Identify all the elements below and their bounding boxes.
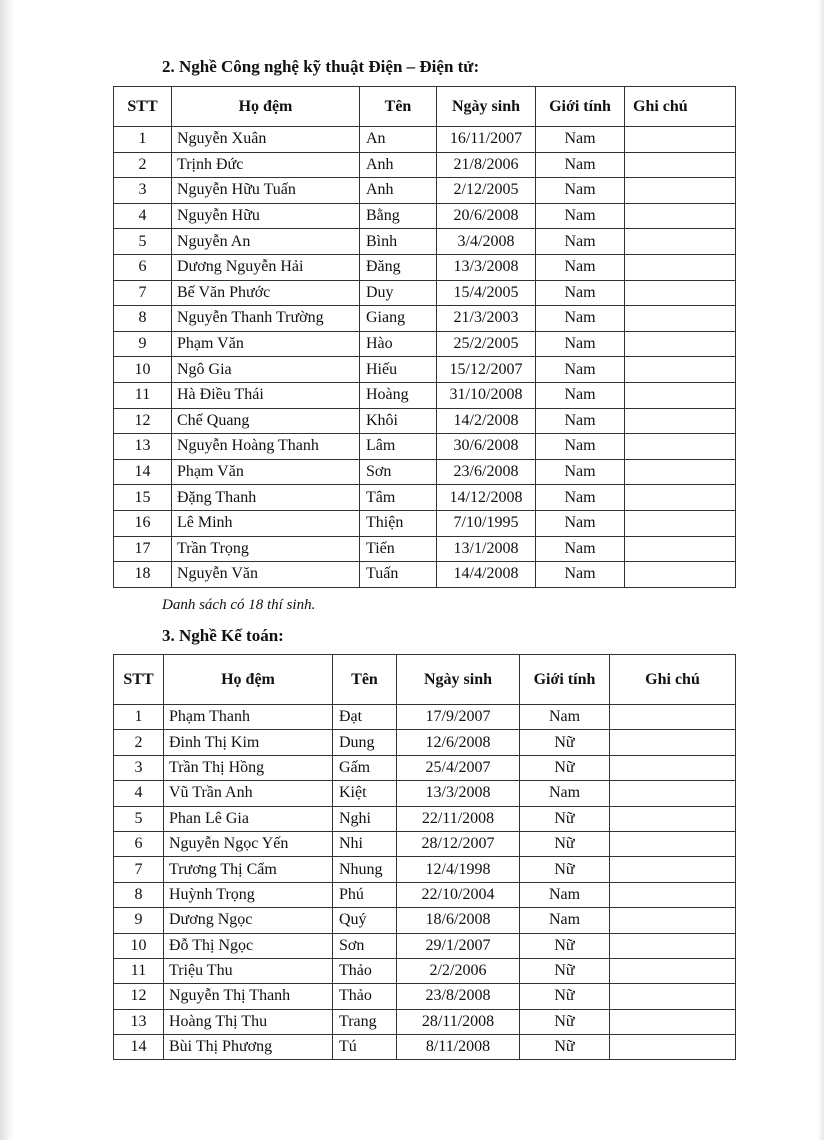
- cell-ghi-chu: [625, 280, 736, 306]
- cell-ho-dem: Dương Ngọc: [164, 908, 333, 933]
- page-edge-shadow: [0, 0, 14, 1140]
- cell-ho-dem: Huỳnh Trọng: [164, 882, 333, 907]
- cell-gioi-tinh: Nữ: [520, 730, 610, 755]
- cell-ten: Thảo: [333, 958, 397, 983]
- cell-ho-dem: Nguyễn Hoàng Thanh: [172, 434, 360, 460]
- cell-stt: 16: [114, 510, 172, 536]
- cell-ghi-chu: [625, 434, 736, 460]
- table-row: [114, 331, 736, 357]
- cell-ghi-chu: [610, 958, 736, 983]
- cell-ghi-chu: [610, 806, 736, 831]
- table-row: [114, 857, 736, 882]
- table-accounting: [113, 654, 736, 1060]
- cell-ho-dem: Chế Quang: [172, 408, 360, 434]
- cell-gioi-tinh: Nam: [520, 882, 610, 907]
- cell-ho-dem: Đặng Thanh: [172, 485, 360, 511]
- cell-ngay-sinh: 21/8/2006: [437, 152, 536, 178]
- section-title-electrical: 2. Nghề Công nghệ kỹ thuật Điện – Điện tử:: [162, 57, 480, 76]
- cell-stt: 2: [114, 152, 172, 178]
- cell-gioi-tinh: Nam: [536, 331, 625, 357]
- cell-ten: Duy: [360, 280, 437, 306]
- cell-ngay-sinh: 14/2/2008: [437, 408, 536, 434]
- cell-ghi-chu: [625, 254, 736, 280]
- cell-ho-dem: Hà Điều Thái: [172, 382, 360, 408]
- header-gioi-tinh: Giới tính: [520, 655, 610, 705]
- cell-ngay-sinh: 2/2/2006: [397, 958, 520, 983]
- cell-ho-dem: Ngô Gia: [172, 357, 360, 383]
- cell-ghi-chu: [625, 536, 736, 562]
- cell-ghi-chu: [625, 152, 736, 178]
- table-row: [114, 306, 736, 332]
- cell-ghi-chu: [610, 908, 736, 933]
- cell-ghi-chu: [625, 382, 736, 408]
- cell-stt: 1: [114, 127, 172, 153]
- cell-stt: 13: [114, 434, 172, 460]
- cell-stt: 8: [114, 882, 164, 907]
- header-ten: Tên: [360, 87, 437, 127]
- cell-ho-dem: Nguyễn Hữu: [172, 203, 360, 229]
- table-row: [114, 536, 736, 562]
- cell-ho-dem: Nguyễn Ngọc Yến: [164, 831, 333, 856]
- cell-gioi-tinh: Nam: [536, 485, 625, 511]
- table-row: [114, 1009, 736, 1034]
- cell-ten: Thảo: [333, 984, 397, 1009]
- cell-stt: 3: [114, 178, 172, 204]
- cell-ghi-chu: [610, 933, 736, 958]
- cell-ten: Phú: [333, 882, 397, 907]
- cell-ngay-sinh: 12/6/2008: [397, 730, 520, 755]
- cell-gioi-tinh: Nam: [536, 127, 625, 153]
- cell-stt: 6: [114, 831, 164, 856]
- table-row: [114, 127, 736, 153]
- cell-ngay-sinh: 21/3/2003: [437, 306, 536, 332]
- cell-ten: Hoàng: [360, 382, 437, 408]
- cell-ngay-sinh: 31/10/2008: [437, 382, 536, 408]
- cell-gioi-tinh: Nam: [520, 705, 610, 730]
- cell-ngay-sinh: 7/10/1995: [437, 510, 536, 536]
- table-electrical: [113, 86, 736, 588]
- page-edge-shadow-right: [818, 0, 824, 1140]
- table-row: [114, 459, 736, 485]
- cell-ngay-sinh: 12/4/1998: [397, 857, 520, 882]
- table-row: [114, 152, 736, 178]
- cell-ngay-sinh: 13/1/2008: [437, 536, 536, 562]
- cell-ho-dem: Trịnh Đức: [172, 152, 360, 178]
- cell-ghi-chu: [625, 203, 736, 229]
- cell-ho-dem: Phạm Văn: [172, 459, 360, 485]
- cell-stt: 2: [114, 730, 164, 755]
- cell-gioi-tinh: Nam: [520, 781, 610, 806]
- cell-ten: Bình: [360, 229, 437, 255]
- cell-ho-dem: Bùi Thị Phương: [164, 1035, 333, 1060]
- cell-ngay-sinh: 23/6/2008: [437, 459, 536, 485]
- cell-ghi-chu: [610, 984, 736, 1009]
- cell-ten: Tuấn: [360, 562, 437, 588]
- cell-ho-dem: Nguyễn Xuân: [172, 127, 360, 153]
- cell-stt: 9: [114, 908, 164, 933]
- cell-ngay-sinh: 25/2/2005: [437, 331, 536, 357]
- header-ho-dem: Họ đệm: [172, 87, 360, 127]
- cell-stt: 10: [114, 933, 164, 958]
- cell-stt: 5: [114, 229, 172, 255]
- table-row: [114, 254, 736, 280]
- cell-gioi-tinh: Nam: [536, 434, 625, 460]
- cell-ho-dem: Nguyễn Văn: [172, 562, 360, 588]
- cell-ten: Thiện: [360, 510, 437, 536]
- cell-stt: 3: [114, 755, 164, 780]
- cell-ten: Dung: [333, 730, 397, 755]
- cell-ghi-chu: [610, 730, 736, 755]
- header-stt: STT: [114, 87, 172, 127]
- cell-gioi-tinh: Nam: [520, 908, 610, 933]
- cell-stt: 9: [114, 331, 172, 357]
- table-row: [114, 831, 736, 856]
- cell-ngay-sinh: 8/11/2008: [397, 1035, 520, 1060]
- cell-gioi-tinh: Nam: [536, 178, 625, 204]
- cell-gioi-tinh: Nữ: [520, 755, 610, 780]
- table-row: [114, 1035, 736, 1060]
- cell-ngay-sinh: 13/3/2008: [437, 254, 536, 280]
- cell-ngay-sinh: 15/12/2007: [437, 357, 536, 383]
- section-title-accounting: 3. Nghề Kế toán:: [162, 626, 284, 645]
- cell-ghi-chu: [625, 229, 736, 255]
- cell-ghi-chu: [610, 831, 736, 856]
- table-row: [114, 755, 736, 780]
- table-row: [114, 806, 736, 831]
- cell-gioi-tinh: Nam: [536, 459, 625, 485]
- cell-ten: Nhung: [333, 857, 397, 882]
- header-ten: Tên: [333, 655, 397, 705]
- cell-gioi-tinh: Nữ: [520, 806, 610, 831]
- cell-ghi-chu: [625, 408, 736, 434]
- cell-ten: Gấm: [333, 755, 397, 780]
- cell-gioi-tinh: Nữ: [520, 958, 610, 983]
- header-ho-dem: Họ đệm: [164, 655, 333, 705]
- cell-ghi-chu: [625, 178, 736, 204]
- cell-gioi-tinh: Nam: [536, 229, 625, 255]
- cell-ngay-sinh: 15/4/2005: [437, 280, 536, 306]
- cell-ho-dem: Trần Thị Hồng: [164, 755, 333, 780]
- cell-ho-dem: Nguyễn Thị Thanh: [164, 984, 333, 1009]
- cell-ho-dem: Triệu Thu: [164, 958, 333, 983]
- cell-ten: Tiến: [360, 536, 437, 562]
- cell-stt: 11: [114, 958, 164, 983]
- cell-ngay-sinh: 17/9/2007: [397, 705, 520, 730]
- cell-ten: Giang: [360, 306, 437, 332]
- cell-ngay-sinh: 18/6/2008: [397, 908, 520, 933]
- cell-stt: 14: [114, 459, 172, 485]
- cell-ghi-chu: [625, 459, 736, 485]
- cell-ngay-sinh: 25/4/2007: [397, 755, 520, 780]
- cell-ngay-sinh: 3/4/2008: [437, 229, 536, 255]
- cell-ten: Đạt: [333, 705, 397, 730]
- cell-ten: Tú: [333, 1035, 397, 1060]
- cell-ten: Khôi: [360, 408, 437, 434]
- table-row: [114, 178, 736, 204]
- cell-ghi-chu: [610, 882, 736, 907]
- cell-ten: Kiệt: [333, 781, 397, 806]
- cell-stt: 12: [114, 408, 172, 434]
- header-ngay-sinh: Ngày sinh: [437, 87, 536, 127]
- table-row: [114, 280, 736, 306]
- cell-gioi-tinh: Nam: [536, 254, 625, 280]
- cell-stt: 13: [114, 1009, 164, 1034]
- cell-gioi-tinh: Nữ: [520, 857, 610, 882]
- table-row: [114, 781, 736, 806]
- cell-ho-dem: Dương Nguyễn Hải: [172, 254, 360, 280]
- cell-ghi-chu: [610, 1009, 736, 1034]
- cell-ghi-chu: [625, 510, 736, 536]
- table-row: [114, 908, 736, 933]
- cell-ten: An: [360, 127, 437, 153]
- cell-stt: 8: [114, 306, 172, 332]
- cell-ho-dem: Nguyễn An: [172, 229, 360, 255]
- table-row: [114, 958, 736, 983]
- table-row: [114, 730, 736, 755]
- table-row: [114, 203, 736, 229]
- cell-stt: 7: [114, 280, 172, 306]
- cell-ghi-chu: [610, 781, 736, 806]
- cell-ten: Hiếu: [360, 357, 437, 383]
- header-ghi-chu: Ghi chú: [610, 655, 736, 705]
- cell-gioi-tinh: Nữ: [520, 933, 610, 958]
- cell-ngay-sinh: 23/8/2008: [397, 984, 520, 1009]
- cell-stt: 1: [114, 705, 164, 730]
- cell-ngay-sinh: 14/4/2008: [437, 562, 536, 588]
- cell-ten: Tâm: [360, 485, 437, 511]
- cell-stt: 14: [114, 1035, 164, 1060]
- cell-ten: Đăng: [360, 254, 437, 280]
- cell-stt: 17: [114, 536, 172, 562]
- cell-gioi-tinh: Nam: [536, 152, 625, 178]
- cell-ten: Trang: [333, 1009, 397, 1034]
- cell-stt: 6: [114, 254, 172, 280]
- cell-ho-dem: Trần Trọng: [172, 536, 360, 562]
- cell-ho-dem: Nguyễn Thanh Trường: [172, 306, 360, 332]
- cell-ngay-sinh: 29/1/2007: [397, 933, 520, 958]
- cell-ghi-chu: [625, 331, 736, 357]
- cell-gioi-tinh: Nam: [536, 536, 625, 562]
- cell-ghi-chu: [625, 562, 736, 588]
- cell-ho-dem: Phạm Thanh: [164, 705, 333, 730]
- cell-ghi-chu: [610, 1035, 736, 1060]
- cell-ten: Sơn: [333, 933, 397, 958]
- cell-stt: 18: [114, 562, 172, 588]
- cell-ghi-chu: [610, 857, 736, 882]
- cell-ngay-sinh: 2/12/2005: [437, 178, 536, 204]
- cell-ho-dem: Đinh Thị Kim: [164, 730, 333, 755]
- cell-gioi-tinh: Nữ: [520, 1009, 610, 1034]
- header-stt: STT: [114, 655, 164, 705]
- header-ngay-sinh: Ngày sinh: [397, 655, 520, 705]
- cell-ghi-chu: [625, 485, 736, 511]
- cell-gioi-tinh: Nam: [536, 280, 625, 306]
- cell-ho-dem: Vũ Trần Anh: [164, 781, 333, 806]
- cell-ho-dem: Phạm Văn: [172, 331, 360, 357]
- cell-ghi-chu: [610, 755, 736, 780]
- cell-gioi-tinh: Nam: [536, 408, 625, 434]
- table-row: [114, 933, 736, 958]
- cell-ghi-chu: [625, 127, 736, 153]
- cell-ten: Lâm: [360, 434, 437, 460]
- cell-ten: Sơn: [360, 459, 437, 485]
- table-row: [114, 882, 736, 907]
- cell-ghi-chu: [625, 357, 736, 383]
- cell-stt: 11: [114, 382, 172, 408]
- cell-gioi-tinh: Nam: [536, 510, 625, 536]
- table-row: [114, 434, 736, 460]
- table-header-row: [114, 655, 736, 705]
- cell-ngay-sinh: 28/12/2007: [397, 831, 520, 856]
- table-header-row: [114, 87, 736, 127]
- cell-ghi-chu: [610, 705, 736, 730]
- cell-ngay-sinh: 14/12/2008: [437, 485, 536, 511]
- cell-stt: 15: [114, 485, 172, 511]
- cell-stt: 10: [114, 357, 172, 383]
- cell-ten: Nghi: [333, 806, 397, 831]
- cell-stt: 4: [114, 781, 164, 806]
- cell-ten: Hào: [360, 331, 437, 357]
- cell-gioi-tinh: Nam: [536, 203, 625, 229]
- cell-ho-dem: Trương Thị Cẩm: [164, 857, 333, 882]
- cell-ho-dem: Lê Minh: [172, 510, 360, 536]
- cell-ten: Anh: [360, 178, 437, 204]
- table-row: [114, 229, 736, 255]
- table-row: [114, 357, 736, 383]
- cell-gioi-tinh: Nam: [536, 562, 625, 588]
- cell-stt: 7: [114, 857, 164, 882]
- table-row: [114, 485, 736, 511]
- cell-stt: 5: [114, 806, 164, 831]
- cell-ghi-chu: [625, 306, 736, 332]
- header-gioi-tinh: Giới tính: [536, 87, 625, 127]
- cell-ngay-sinh: 22/10/2004: [397, 882, 520, 907]
- cell-ho-dem: Nguyễn Hữu Tuấn: [172, 178, 360, 204]
- table-row: [114, 510, 736, 536]
- cell-ngay-sinh: 30/6/2008: [437, 434, 536, 460]
- cell-ho-dem: Đỗ Thị Ngọc: [164, 933, 333, 958]
- cell-ngay-sinh: 16/11/2007: [437, 127, 536, 153]
- cell-ten: Bằng: [360, 203, 437, 229]
- table-row: [114, 705, 736, 730]
- table-row: [114, 562, 736, 588]
- cell-ho-dem: Phan Lê Gia: [164, 806, 333, 831]
- cell-ngay-sinh: 28/11/2008: [397, 1009, 520, 1034]
- cell-gioi-tinh: Nam: [536, 382, 625, 408]
- table-row: [114, 382, 736, 408]
- cell-ten: Anh: [360, 152, 437, 178]
- cell-gioi-tinh: Nữ: [520, 984, 610, 1009]
- cell-ngay-sinh: 13/3/2008: [397, 781, 520, 806]
- cell-gioi-tinh: Nam: [536, 306, 625, 332]
- cell-ngay-sinh: 20/6/2008: [437, 203, 536, 229]
- cell-gioi-tinh: Nữ: [520, 831, 610, 856]
- cell-stt: 4: [114, 203, 172, 229]
- table-row: [114, 984, 736, 1009]
- cell-gioi-tinh: Nữ: [520, 1035, 610, 1060]
- cell-ten: Quý: [333, 908, 397, 933]
- cell-ho-dem: Hoàng Thị Thu: [164, 1009, 333, 1034]
- table-row: [114, 408, 736, 434]
- header-ghi-chu: Ghi chú: [625, 87, 736, 127]
- cell-gioi-tinh: Nam: [536, 357, 625, 383]
- cell-ten: Nhi: [333, 831, 397, 856]
- candidate-count-note: Danh sách có 18 thí sinh.: [162, 597, 316, 613]
- cell-stt: 12: [114, 984, 164, 1009]
- cell-ngay-sinh: 22/11/2008: [397, 806, 520, 831]
- cell-ho-dem: Bế Văn Phước: [172, 280, 360, 306]
